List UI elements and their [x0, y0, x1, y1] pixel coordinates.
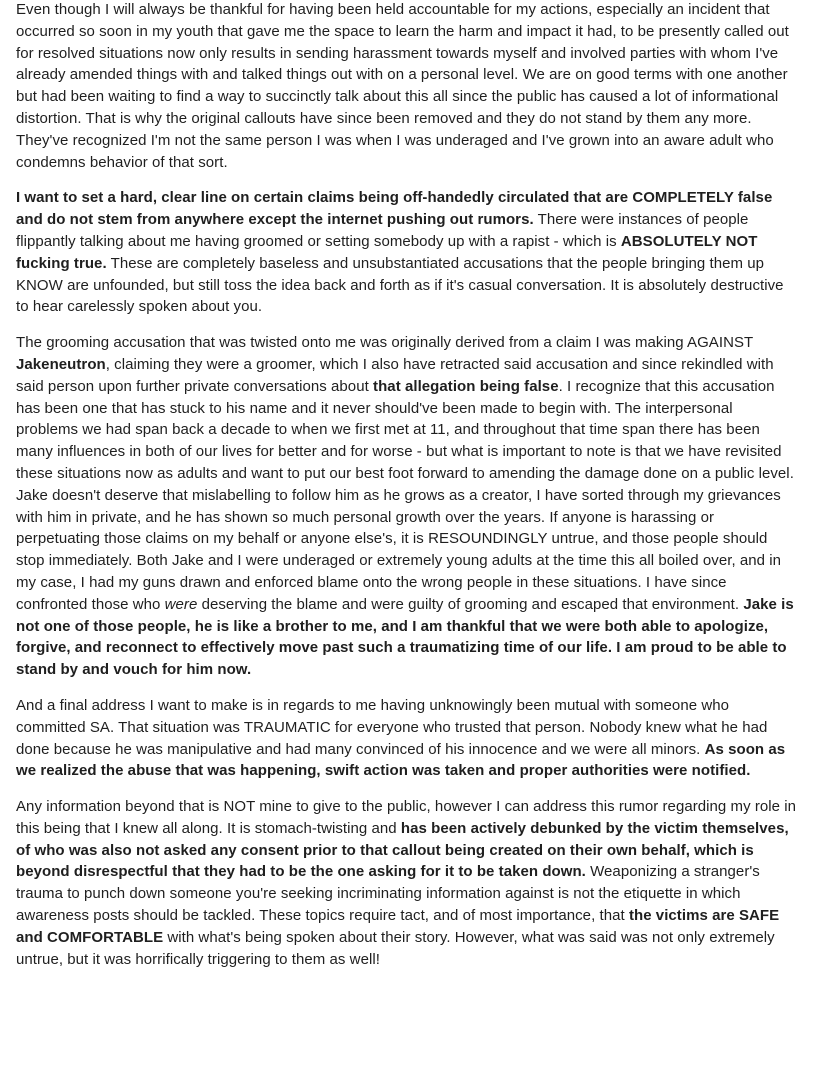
p4-bold-action: As soon as we realized the abuse that was happening, swift action was taken and proper authorities were notified.	[16, 740, 786, 780]
p5-text-1: Any information beyond that is NOT mine to give to the public, however I can address this rumor regarding my role in this being that I knew all along. It is stomach-twisting and	[16, 798, 797, 837]
paragraph-grooming-accusation	[16, 332, 798, 681]
p3-bold-allegation: that allegation being false	[373, 377, 559, 395]
p3-bold-conclusion: Jake is not one of those people, he is like a brother to me, and I am thankful that we were both able to apologize, forgive, and reconnect to effectively move past such a traumatizing time of our life. I am proud to be able to stand by and vouch for him now.	[16, 595, 794, 679]
p1-text: Even though I will always be thankful for having been held accountable for my actions, especially an incident that occurred so soon in my youth that gave me the space to learn the harm and impact it had, to be presently called out for resolved situations now only results in sending harassment towards myself and involved parties with whom I've already amended things with and talked things out with on a personal level. We are on good terms with one another but had been waiting to find a way to succinctly talk about this all since the public has caused a lot of informational distortion. That is why the original callouts have since been removed and they do not stand by them any more. They've recognized I'm not the same person I was when I was underaged and I've grown into an aware adult who condemns behavior of that sort.	[16, 1, 789, 171]
p2-text: There were instances of people flippantly talking about me having groomed or setting somebody up with a rapist - which is	[16, 211, 749, 250]
p5-bold-victims: the victims are SAFE and COMFORTABLE	[16, 907, 780, 946]
p2-text-end: These are completely baseless and unsubstantiated accusations that the people bringing them up KNOW are unfounded, but still toss the idea back and forth as if it's casual conversation. It is absolutely destructive to hear carelessly spoken about you.	[16, 254, 784, 316]
p5-text-3: with what's being spoken about their story. However, what was said was not only extremely untrue, but it was horrifically triggering to them as well!	[16, 928, 775, 968]
p3-bold-name: Jakeneutron	[16, 355, 106, 373]
p3-text-3: . I recognize that this accusation has been one that has stuck to his name and it never should've been made to begin with. The interpersonal problems we had span back a decade to when we first met at 11, and throughout that time span there has been many influences in both of our lives for better and for worse - but what is important to note is that we have revisited these situations now as adults and want to put our best foot forward to amending the damage done on a public level. Jake doesn't deserve that mislabelling to follow him as he grows as a creator, I have sorted through my grievances with him in private, and he has shown so much personal growth over the years. If anyone is harassing or perpetuating those claims on my behalf or anyone else's, it is RESOUNDINGLY untrue, and those people should stop immediately. Both Jake and I were underaged or extremely young adults at the time this all boiled over, and in my case, I had my guns drawn and enforced blame onto the wrong people in these situations. I have since confronted those who	[16, 377, 794, 613]
p2-bold-statement: I want to set a hard, clear line on certain claims being off-handedly circulated that are COMPLETELY false and do not stem from anywhere except the internet pushing out rumors.	[16, 189, 773, 229]
p5-bold-debunked: has been actively debunked by the victim themselves, of who was also not asked any consent prior to that callout being created on their own behalf, which is beyond disrespectful that they had to be the one asking for it to be taken down.	[16, 819, 789, 881]
paragraph-intro	[16, 0, 798, 173]
paragraph-information	[16, 796, 798, 970]
p3-italic-were: were	[164, 595, 198, 613]
p2-bold-denial: ABSOLUTELY NOT fucking true.	[16, 232, 758, 272]
paragraph-final-address	[16, 695, 798, 782]
p3-text-4: deserving the blame and were guilty of grooming and escaped that environment.	[197, 595, 744, 613]
p4-text: And a final address I want to make is in regards to me having unknowingly been mutual with someone who committed SA. That situation was TRAUMATIC for everyone who trusted that person. Nobody knew what he had done because he was manipulative and had many convinced of his innocence and we were all minors.	[16, 696, 768, 758]
paragraph-false-claims	[16, 187, 798, 318]
p3-text-1: The grooming accusation that was twisted onto me was originally derived from a claim I was making AGAINST	[16, 334, 753, 352]
p5-text-2: Weaponizing a stranger's trauma to punch down someone you're seeking incriminating information against is not the etiquette in which awareness posts should be tackled. These topics require tact, and of most importance, that	[16, 863, 760, 925]
p3-text-2: , claiming they were a groomer, which I also have retracted said accusation and since rekindled with said person upon further private conversations about	[16, 355, 774, 395]
